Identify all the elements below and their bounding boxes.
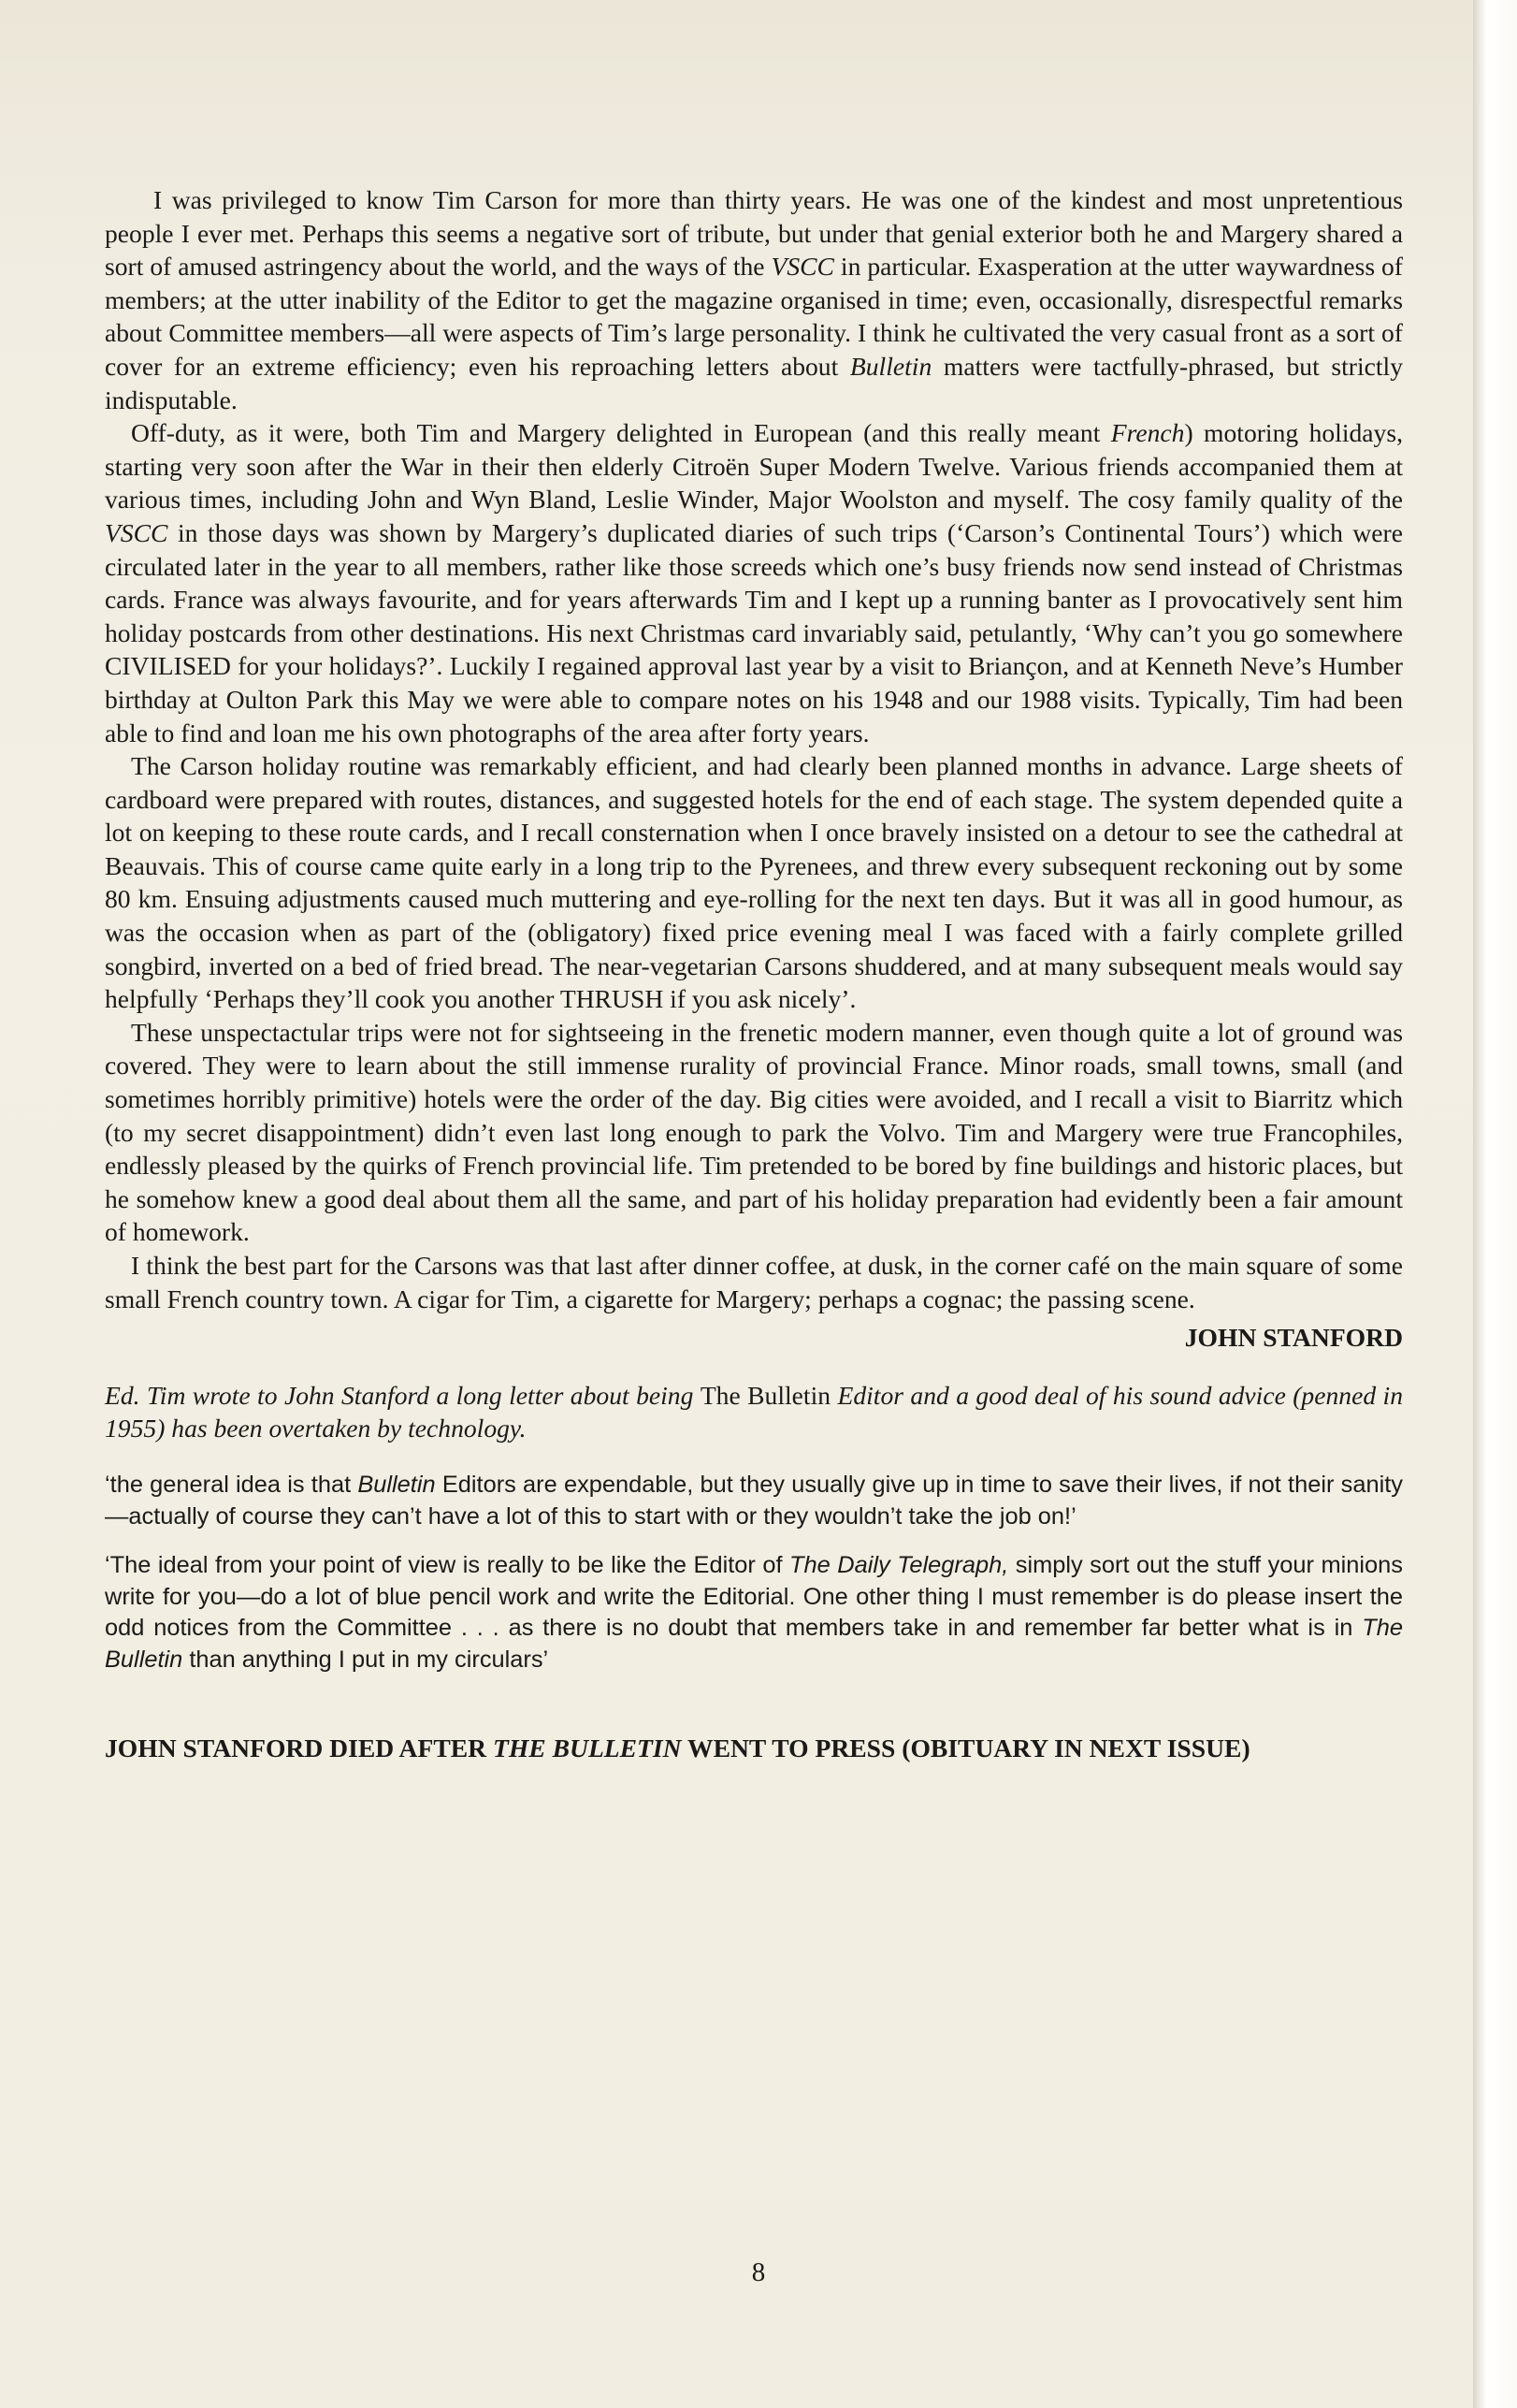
text-run: simply sort out the stuff your minions write for you—do a lot of blue pencil work and write the Editorial. One other thing I must remember is do please insert the odd notices from the Committee . . . as there is no doubt that members take in and remember far better what is in <box>105 1552 1403 1642</box>
text-run: Off-duty, as it were, both Tim and Margery delighted in European (and this really meant <box>131 418 1111 448</box>
quoted-advice <box>105 1470 1403 1676</box>
roman-text: The Bulletin <box>700 1380 831 1410</box>
quote-paragraph-2 <box>105 1550 1403 1675</box>
italic-text: French <box>1110 418 1185 448</box>
article-paragraph-1 <box>105 183 1403 416</box>
text-run: ‘The ideal from your point of view is really to be like the Editor of <box>105 1552 790 1579</box>
italic-text: VSCC <box>105 517 168 547</box>
article-paragraph-5 <box>105 1249 1403 1315</box>
article-paragraph-4 <box>105 1016 1403 1249</box>
text-run: Editors are expendable, but they usually give up in time to save their lives, if not their sanity—actually of course they can’t have a lot of this to start with or they wouldn’t take the job on!’ <box>105 1471 1403 1530</box>
editor-note <box>105 1379 1403 1445</box>
article-paragraph-3 <box>105 749 1403 1016</box>
italic-text: THE BULLETIN <box>492 1733 682 1762</box>
text-run: in those days was shown by Margery’s duplicated diaries of such trips (‘Carson’s Continental Tours’) which were circulated later in the year to all members, rather like those screeds which one’s busy friends now send instead of Christmas cards. France was always favourite, and for years afterwards Tim and I kept up a running banter as I provocatively sent him holiday postcards from other destinations. His next Christmas card invariably said, petulantly, ‘Why can’t you go somewhere CIVILISED for your holidays?’. Luckily I regained approval last year by a visit to Briançon, and at Kenneth Neve’s Humber birthday at Oulton Park this May we were able to compare notes on his 1948 and our 1988 visits. Typically, Tim had been able to find and loan me his own photographs of the area after forty years. <box>105 517 1403 747</box>
text-run: These unspectactular trips were not for sightseeing in the frenetic modern manner, even though quite a lot of ground was covered. They were to learn about the still immense rurality of provincial France. Minor roads, small towns, small (and sometimes horribly primitive) hotels were the order of the day. Big cities were avoided, and I recall a visit to Biarritz which (to my secret disappointment) didn’t even last long enough to park the Volvo. Tim and Margery were true Francophiles, endlessly pleased by the quirks of French provincial life. Tim pretended to be bored by fine buildings and historic places, but he somehow knew a good deal about them all the same, and part of his holiday preparation had evidently been a fair amount of homework. <box>105 1017 1403 1247</box>
death-notice <box>105 1733 1403 1763</box>
page-number: 8 <box>751 2257 766 2287</box>
italic-text: The Daily Telegraph, <box>789 1552 1009 1579</box>
page-content <box>105 183 1403 1763</box>
italic-text: Bulletin <box>357 1471 436 1498</box>
text-run: WENT TO PRESS (OBITUARY IN NEXT ISSUE) <box>681 1733 1250 1762</box>
text-run: ‘the general idea is that <box>105 1471 358 1498</box>
text-run: JOHN STANFORD DIED AFTER <box>105 1733 493 1762</box>
obituary-article <box>105 183 1403 1315</box>
article-paragraph-2 <box>105 416 1403 749</box>
text-run: Ed. Tim wrote to John Stanford a long letter about being <box>105 1380 701 1410</box>
text-run: than anything I put in my circulars’ <box>182 1646 549 1673</box>
text-run: Editor and a good deal of his sound advice (penned in 1955) has been overtaken by technology. <box>105 1380 1403 1443</box>
quote-paragraph-1 <box>105 1470 1403 1532</box>
text-run: matters were tactfully-phrased, but strictly indisputable. <box>105 351 1404 414</box>
author-signature: JOHN STANFORD <box>1184 1323 1403 1353</box>
text-run: The Carson holiday routine was remarkably efficient, and had clearly been planned months in advance. Large sheets of cardboard were prepared with routes, distances, and suggested hotels for the end of each stage. The system depended quite a lot on keeping to these route cards, and I recall consternation when I once bravely insisted on a detour to see the cathedral at Beauvais. This of course came quite early in a long trip to the Pyrenees, and threw every subsequent reckoning out by some 80 km. Ensuing adjustments caused much muttering and eye-rolling for the next ten days. But it was all in good humour, as was the occasion when as part of the (obligatory) fixed price evening meal I was faced with a fairly complete grilled songbird, inverted on a bed of fried bread. The near-vegetarian Carsons shuddered, and at many subsequent meals would say helpfully ‘Perhaps they’ll cook you another THRUSH if you ask nicely’. <box>105 751 1403 1014</box>
text-run: I think the best part for the Carsons was that last after dinner coffee, at dusk, in the corner café on the main square of some small French country town. A cigar for Tim, a cigarette for Margery; perhaps a cognac; the passing scene. <box>105 1251 1403 1313</box>
text-run: ) motoring holidays, starting very soon after the War in their then elderly Citroën Super Modern Twelve. Various friends accompanied them at various times, including John and Wyn Bland, Leslie Winder, Major Woolston and myself. The cosy family quality of the <box>105 418 1403 515</box>
text-run: in particular. Exasperation at the utter waywardness of members; at the utter inability of the Editor to get the magazine organised in time; even, occasionally, disrespectful remarks about Committee members—all were aspects of Tim’s large personality. I think he cultivated the very casual front as a sort of cover for an extreme efficiency; even his reproaching letters about <box>105 252 1403 381</box>
italic-text: VSCC <box>771 252 834 282</box>
page-spine-edge <box>1473 0 1517 2408</box>
italic-text: Bulletin <box>849 351 932 381</box>
text-run: I was privileged to know Tim Carson for more than thirty years. He was one of the kindest and most unpretentious people I ever met. Perhaps this seems a negative sort of tribute, but under that genial exterior both he and Margery shared a sort of amused astringency about the world, and the ways of the <box>105 185 1403 282</box>
italic-text: The Bulletin <box>105 1615 1403 1673</box>
